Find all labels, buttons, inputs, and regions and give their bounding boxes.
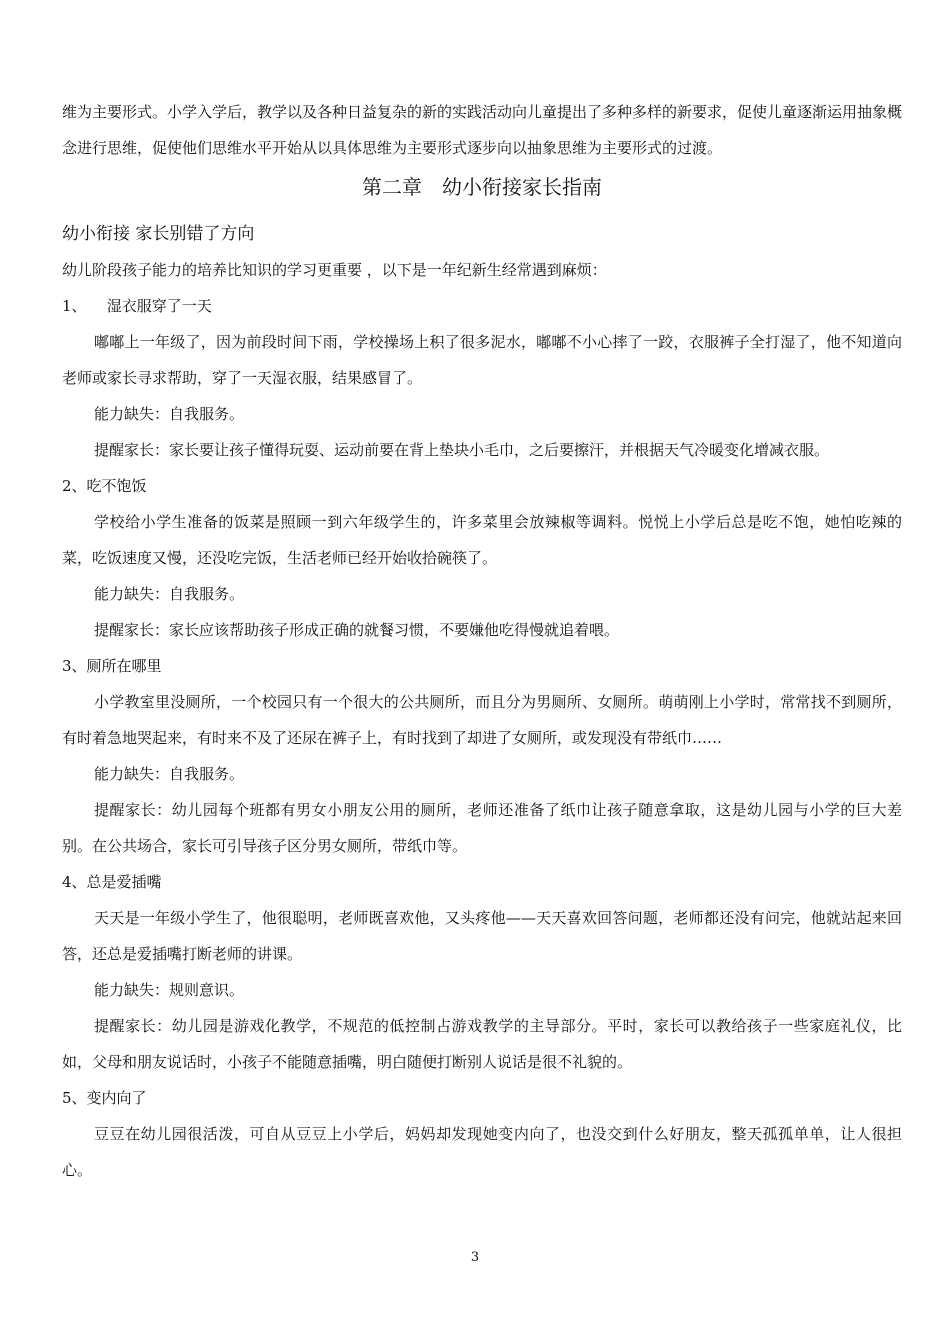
page-number: 3: [470, 1250, 480, 1265]
item-story: 嘟嘟上一年级了，因为前段时间下雨，学校操场上积了很多泥水，嘟嘟不小心摔了一跤，衣服裤子全打湿了，他不知道向老师或家长寻求帮助，穿了一天湿衣服，结果感冒了。: [62, 333, 902, 387]
item-heading-5: [62, 1080, 902, 1116]
item-title: 总是爱插嘴: [86, 873, 162, 891]
item-ability-lack: 能力缺失：自我服务。: [94, 405, 245, 423]
section-title: 幼小衔接 家长别错了方向: [62, 224, 255, 244]
item-title: 吃不饱饭: [86, 477, 147, 495]
item-parent-tip: 提醒家长：家长要让孩子懂得玩耍、运动前要在背上垫块小毛巾，之后要擦汗，并根据天气冷暖变化增减衣服。: [94, 441, 830, 459]
document-page: [62, 94, 902, 1188]
item-ability-lack: 能力缺失：规则意识。: [94, 981, 245, 999]
item-story: 小学教室里没厕所，一个校园只有一个很大的公共厕所，而且分为男厕所、女厕所。萌萌刚上小学时，常常找不到厕所，有时着急地哭起来，有时来不及了还尿在裤子上，有时找到了却进了女厕所，或发现没有带纸巾……: [62, 693, 902, 747]
section-intro-paragraph: 幼儿阶段孩子能力的培养比知识的学习更重要 ，以下是一年纪新生经常遇到麻烦：: [62, 261, 607, 279]
item-number: 3、: [62, 657, 87, 675]
item-title: 厕所在哪里: [86, 657, 162, 675]
item-ability-lack: 能力缺失：自我服务。: [94, 585, 245, 603]
item-heading-4: [62, 864, 902, 900]
item-heading-1: [62, 288, 902, 324]
item-parent-tip: 提醒家长：幼儿园是游戏化教学，不规范的低控制占游戏教学的主导部分。平时，家长可以教给孩子一些家庭礼仪，比如，父母和朋友说话时，小孩子不能随意插嘴，明白随便打断别人说话是很不礼貌的。: [62, 1017, 902, 1071]
item-story: 豆豆在幼儿园很活泼，可自从豆豆上小学后，妈妈却发现她变内向了，也没交到什么好朋友，整天孤孤单单，让人很担心。: [62, 1125, 902, 1179]
item-heading-2: [62, 468, 902, 504]
item-number: 1、: [62, 297, 87, 315]
item-number: 5、: [62, 1089, 87, 1107]
intro-continuation-paragraph: 维为主要形式。小学入学后，教学以及各种日益复杂的新的实践活动向儿童提出了多种多样的新要求，促使儿童逐渐运用抽象概念进行思维，促使他们思维水平开始从以具体思维为主要形式逐步向以抽象思维为主要形式的过渡。: [62, 103, 903, 157]
item-number: 2、: [62, 477, 87, 495]
item-number: 4、: [62, 873, 87, 891]
item-parent-tip: 提醒家长：幼儿园每个班都有男女小朋友公用的厕所，老师还准备了纸巾让孩子随意拿取，这是幼儿园与小学的巨大差别。在公共场合，家长可引导孩子区分男女厕所，带纸巾等。: [62, 801, 902, 855]
item-title: 湿衣服穿了一天: [102, 297, 212, 315]
item-story: 学校给小学生准备的饭菜是照顾一到六年级学生的，许多菜里会放辣椒等调料。悦悦上小学后总是吃不饱，她怕吃辣的菜，吃饭速度又慢，还没吃完饭，生活老师已经开始收拾碗筷了。: [62, 513, 902, 567]
item-heading-3: [62, 648, 902, 684]
item-parent-tip: 提醒家长：家长应该帮助孩子形成正确的就餐习惯，不要嫌他吃得慢就追着喂。: [94, 621, 620, 639]
item-title: 变内向了: [86, 1089, 147, 1107]
item-ability-lack: 能力缺失：自我服务。: [94, 765, 245, 783]
chapter-title: 第二章 幼小衔接家长指南: [362, 175, 602, 199]
item-story: 天天是一年级小学生了，他很聪明，老师既喜欢他，又头疼他——天天喜欢回答问题，老师都还没有问完，他就站起来回答，还总是爱插嘴打断老师的讲课。: [62, 909, 902, 963]
